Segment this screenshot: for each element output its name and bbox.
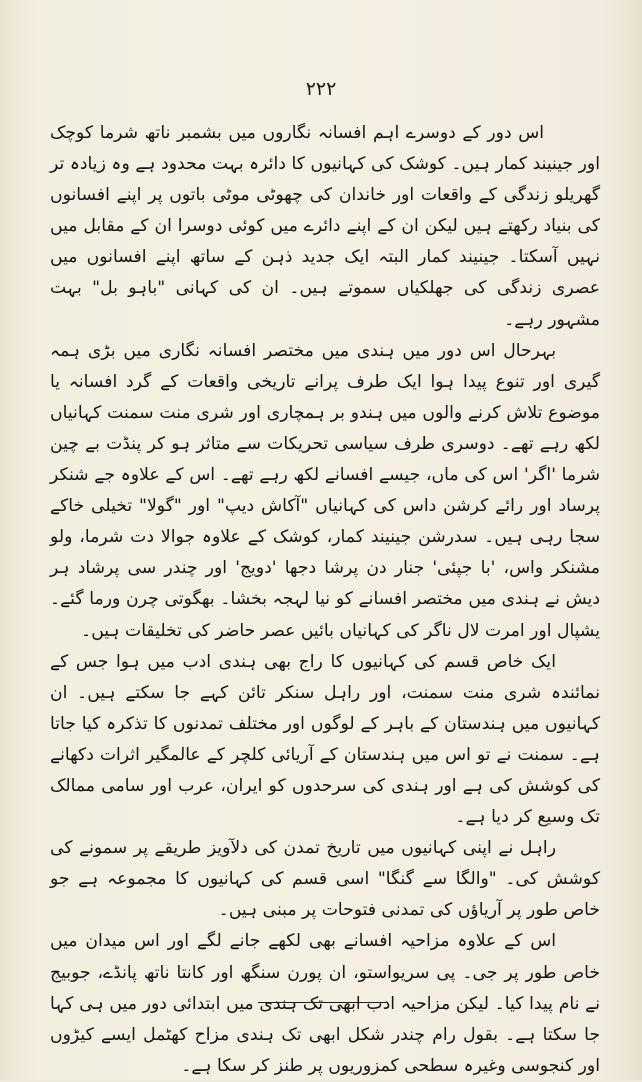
paragraph-3: ایک خاص قسم کی کہانیوں کا راج بھی ہندی ادب میں ہوا جس کے نمائندہ شری منت سمنت، اور راہل سنکر تائن کہے جا سکتے ہیں۔ ان کہانیوں میں ہندستان کے باہر کے لوگوں اور مختلف تمدنوں کا تذکرہ کیا جاتا ہے۔ سمنت نے تو اس میں ہندستان کے آریائی کلچر کے عالمگیر اثرات دکھانے کی کوشش کی ہے اور ہندی کی سرحدوں کو ایران، عرب اور سامی ممالک تک وسیع کر دیا ہے۔ (50, 651, 600, 828)
paragraph-4: راہل نے اپنی کہانیوں میں تاریخ تمدن کی دلآویز طریقے پر سمونے کی کوشش کی۔ "والگا سے گنگا" اسی قسم کی کہانیوں کا مجموعہ ہے جو خاص طور پر آریاؤں کی تمدنی فتوحات پر مبنی ہیں۔ (50, 838, 600, 921)
paragraph-2: بہرحال اس دور میں ہندی میں مختصر افسانہ نگاری میں بڑی ہمہ گیری اور تنوع پیدا ہوا ایک طرف پرانے تاریخی واقعات کے گرد افسانہ یا موضوع تلاش کرنے والوں میں ہندو بر ہمچاری اور شری منت سمنت کہانیاں لکھ رہے تھے۔ دوسری طرف سیاسی تحریکات سے متاثر ہو کر پنڈت بے چین شرما 'اگر' اس کی ماں، جیسے افسانے لکھ رہے تھے۔ اس کے علاوہ جے شنکر پرساد اور رائے کرشن داس کی کہانیاں "آکاش دیپ" اور "گولا" تخیلی خاکے سجا رہی ہیں۔ سدرشن جینیند کمار، کوشک کے علاوہ جوالا دت شرما، ولو مشنکر واس، 'با جپئی' جنار دن پرشا دجھا 'دویج' اور چندر سی پرشاد ہر دیش نے ہندی میں مختصر افسانے کو نیا لہجہ بخشا۔ بھگوتی چرن ورما گئے۔ یشپال اور امرت لال ناگر کی کہانیاں بائیں عصر حاضر کی تخلیقات ہیں۔ (50, 340, 600, 641)
paragraph-5: اس کے علاوہ مزاحیہ افسانے بھی لکھے جانے لگے اور اس میدان میں خاص طور پر جی۔ پی سریواستو، ان پورن سنگھ اور کانتا ناتھ پانڈے، جوبیج نے نام پیدا کیا۔ لیکن مزاحیہ ادب ابھی تک ہندی میں ابتدائی دور میں ہی کہا جا سکتا ہے۔ بقول رام چندر شکل ابھی تک ہندی مزاح کھٹمل ایسے کیڑوں اور کنجوسی وغیرہ سطحی کمزوریوں پر طنز کر سکا ہے۔ (50, 931, 600, 1076)
page-number: ۲۲۲ (305, 78, 337, 100)
section-end-divider (258, 1002, 386, 1003)
page-body (50, 118, 600, 1082)
paragraph-1: اس دور کے دوسرے اہم افسانہ نگاروں میں بشمبر ناتھ شرما کوچک اور جینیند کمار ہیں۔ کوشک کی کہانیوں کا دائرہ بہت محدود ہے وہ زیادہ تر گھریلو زندگی کے واقعات اور خاندان کی چھوٹی موٹی باتوں پر اپنے افسانوں کی بنیاد رکھتے ہیں لیکن ان کے اپنے دائرے میں کوئی دوسرا ان کے مقابل میں نہیں آسکتا۔ جینیند کمار البتہ ایک جدید ذہن کے ساتھ اپنے افسانوں میں عصری زندگی کی جھلکیاں سموتے ہیں۔ ان کی کہانی "باہو بل" بہت مشہور رہے۔ (50, 123, 600, 330)
